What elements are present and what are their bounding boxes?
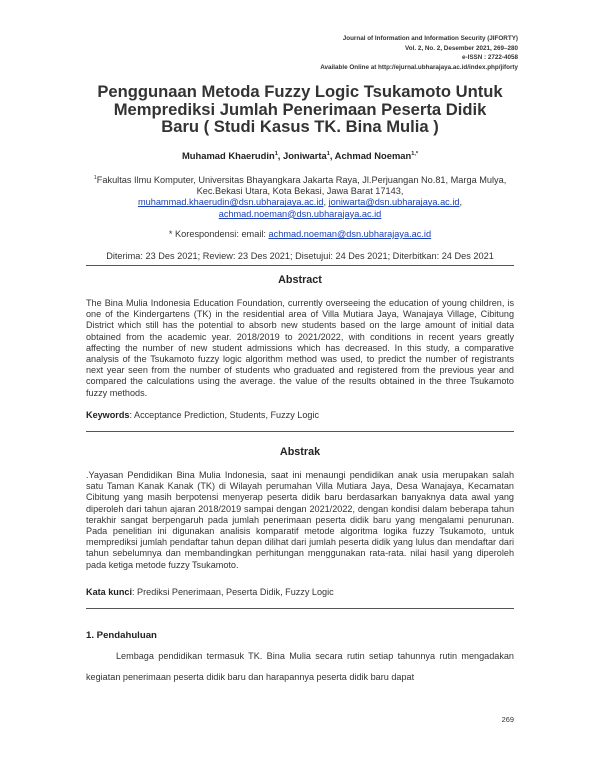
keywords-text: : Acceptance Prediction, Students, Fuzzy Logic <box>129 410 320 420</box>
abstract-heading: Abstract <box>278 274 322 286</box>
section-heading: 1. Pendahuluan <box>86 630 157 641</box>
page-number: 269 <box>501 715 514 724</box>
author-affil-mark: 1,* <box>411 150 418 157</box>
divider <box>86 431 514 432</box>
kata-kunci-label: Kata kunci <box>86 587 132 597</box>
keywords <box>86 410 514 420</box>
journal-header <box>320 34 518 72</box>
divider <box>86 608 514 609</box>
email-separator: , <box>323 197 329 208</box>
journal-url: Available Online at http://ejurnal.ubharajaya.ac.id/index.php/jiforty <box>320 63 518 71</box>
author-list <box>0 150 600 161</box>
author-affil-mark: 1 <box>326 150 330 157</box>
author-name: Muhamad Khaerudin <box>181 150 275 161</box>
affiliation <box>90 173 510 220</box>
article-dates: Diterima: 23 Des 2021; Review: 23 Des 2021; Disetujui: 24 Des 2021; Diterbitkan: 24 Des 2021 <box>106 251 494 261</box>
journal-issn: e-ISSN : 2722-4058 <box>461 54 518 61</box>
divider <box>86 265 514 266</box>
kata-kunci-text: : Prediksi Penerimaan, Peserta Didik, Fuzzy Logic <box>132 587 334 597</box>
kata-kunci <box>86 587 514 597</box>
keywords-label: Keywords <box>86 410 130 420</box>
abstrak-text: .Yayasan Pendidikan Bina Mulia Indonesia, saat ini menaungi pendidikan anak usia merupakan salah satu Taman Kanak Kanak (TK) di Wilayah perumahan Villa Mutiara Jaya, Desa Wanajaya, Kecamatan Cibitung yang masih berpotensi menyerap peserta didik baru berdasarkan banyaknya data awal yang diperoleh dari tahun ajaran 2018/2019 sampai dengan 2021/2022, dengan kondisi dalam beberapa tahun terakhir sangat berpengaruh pada jumlah penerimaan peserta didik baru yang mengalami penurunan. Pada penelitian ini digunakan analisis komparatif metode algoritma logika fuzzy Tsukamoto, untuk memprediksi jumlah pendaftar tahun depan dilihat dari jumlah peserta didik yang lulus dan mendaftar dari tahun sebelumnya dan membandingkan perhitungan menggunakan rata-rata. nilai hasil yang diperoleh pada ketiga metode fuzzy Tsukamoto. <box>86 470 514 570</box>
abstrak-heading: Abstrak <box>279 446 321 458</box>
email-link[interactable]: joniwarta@dsn.ubharajaya.ac.id <box>328 197 460 208</box>
email-link[interactable]: muhammad.khaerudin@dsn.ubharajaya.ac.id <box>137 197 324 208</box>
affil-mark: 1 <box>93 175 97 181</box>
author-affil-mark: 1 <box>274 150 278 157</box>
correspondence-email-link[interactable]: achmad.noeman@dsn.ubharajaya.ac.id <box>268 229 432 239</box>
section-body: Lembaga pendidikan termasuk TK. Bina Mulia secara rutin setiap tahunnya rutin mengadakan kegiatan penerimaan peserta didik baru dan harapannya peserta didik baru dapat <box>86 651 514 682</box>
affiliation-text: Fakultas Ilmu Komputer, Universitas Bhayangkara Jakarta Raya, Jl.Perjuangan No.81, Marga Mulya, Kec.Bekasi Utara, Kota Bekasi, Jawa Barat 17143, <box>96 175 507 197</box>
journal-volume: Vol. 2, No. 2, Desember 2021, 269–280 <box>405 44 518 52</box>
author-name: , Achmad Noeman <box>329 150 412 161</box>
correspondence <box>0 229 600 239</box>
author-name: , Joniwarta <box>277 150 327 161</box>
email-separator: , <box>459 197 463 208</box>
paper-title: Penggunaan Metoda Fuzzy Logic Tsukamoto Untuk Memprediksi Jumlah Penerimaan Peserta Didik Baru ( Studi Kasus TK. Bina Mulia ) <box>97 82 503 136</box>
abstract-text: The Bina Mulia Indonesia Education Foundation, currently overseeing the education of young children, is one of the Kindergartens (TK) in the residential area of Villa Mutiara Jaya, Wanajaya Village, Cibitung District which still has the potential to absorb new students based on the large amount of initial data obtained from the academic year. 2018/2019 to 2021/2022, with conditions in recent years greatly affecting the number of new student admissions which has decreased. In this study, a comparative analysis of the Tsukamoto fuzzy logic algorithm method was used, to predict the number of registrants next year seen from the number of students who graduated and registered from the previous year and compared the calculations using the average. the value of the results obtained in the three Tsukamoto fuzzy methods. <box>86 298 514 398</box>
email-link[interactable]: achmad.noeman@dsn.ubharajaya.ac.id <box>218 208 382 219</box>
journal-name: Journal of Information and Information Security (JIFORTY) <box>342 35 518 42</box>
correspondence-label: * Korespondensi: email: <box>168 229 269 239</box>
